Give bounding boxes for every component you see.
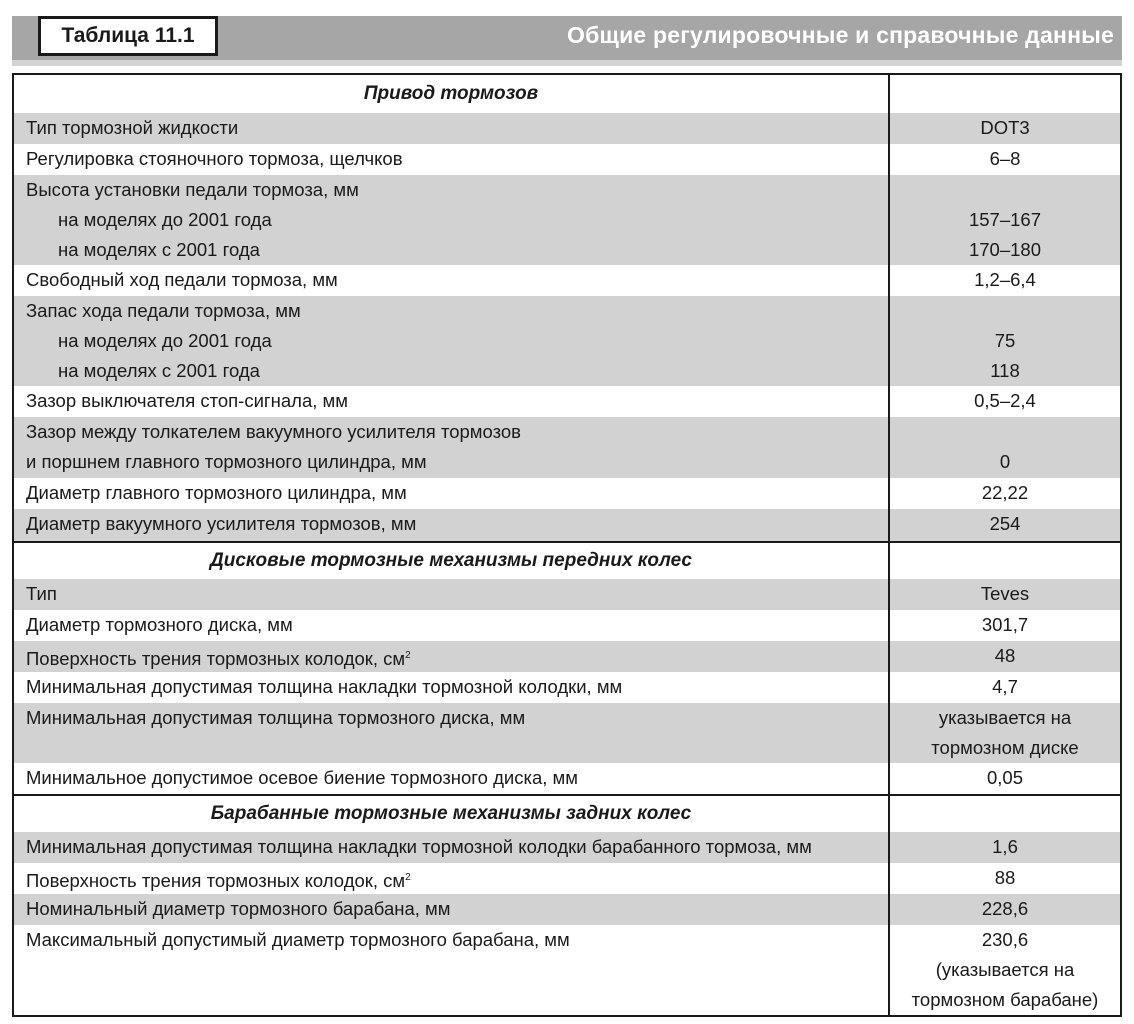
section-header-brake-drive (14, 75, 1120, 115)
row-label: Диаметр вакуумного усилителя тормозов, мм (14, 509, 890, 541)
table-row (14, 144, 1120, 175)
table-title: Общие регулировочные и справочные данные (566, 22, 1114, 48)
section-title: Дисковые тормозные механизмы передних колес (14, 543, 890, 579)
row-sublabel: на моделях с 2001 года (58, 239, 260, 260)
header-stripe (12, 60, 1122, 66)
row-value: 6–8 (989, 148, 1021, 169)
table-row (14, 265, 1120, 296)
row-label: Номинальный диаметр тормозного барабана, мм (14, 894, 890, 925)
table-row (14, 417, 1120, 478)
data-table (12, 73, 1122, 1017)
superscript: 2 (405, 650, 411, 661)
row-value: 157–167 (968, 209, 1042, 230)
section-header-front-disc (14, 541, 1120, 581)
table-row (14, 296, 1120, 386)
row-label-line2: и поршнем главного тормозного цилиндра, мм (26, 451, 427, 472)
table-row (14, 610, 1120, 641)
row-note: (указывается на (935, 959, 1075, 980)
row-label: Диаметр тормозного диска, мм (14, 610, 890, 641)
row-value: 0 (999, 451, 1011, 472)
row-label: Регулировка стояночного тормоза, щелчков (14, 144, 890, 175)
row-label: Высота установки педали тормоза, мм (26, 179, 359, 200)
row-value: Teves (980, 583, 1030, 604)
table-header (12, 14, 1122, 64)
row-sublabel: на моделях до 2001 года (58, 209, 272, 230)
row-label: Минимальное допустимое осевое биение тормозного диска, мм (14, 763, 890, 794)
row-label: Минимальная допустимая толщина накладки тормозной колодки барабанного тормоза, мм (14, 832, 890, 863)
table-row (14, 175, 1120, 265)
table-row (14, 509, 1120, 541)
table-row (14, 386, 1120, 417)
table-row (14, 763, 1120, 794)
row-value: 1,2–6,4 (974, 269, 1036, 290)
table-row (14, 894, 1120, 925)
row-label: Запас хода педали тормоза, мм (26, 300, 301, 321)
section-title: Привод тормозов (14, 75, 890, 113)
row-value: 1,6 (992, 836, 1018, 857)
row-value: 0,05 (986, 767, 1023, 788)
table-row (14, 672, 1120, 703)
section-header-rear-drum (14, 794, 1120, 834)
row-label: Поверхность трения тормозных колодок, см (26, 648, 406, 669)
row-label: Зазор между толкателем вакуумного усилителя тормозов (26, 421, 521, 442)
row-label: Тип (14, 579, 890, 610)
row-value: 48 (994, 645, 1016, 666)
row-value: 0,5–2,4 (974, 390, 1036, 411)
row-sublabel: на моделях с 2001 года (58, 360, 260, 381)
row-value: 118 (990, 360, 1020, 381)
row-label: Минимальная допустимая толщина тормозного диска, мм (14, 703, 890, 763)
table-row (14, 832, 1120, 863)
table-row (14, 478, 1120, 509)
row-value: 88 (994, 867, 1016, 888)
table-row (14, 113, 1120, 144)
row-value-line2: тормозном диске (931, 737, 1079, 758)
row-note-line2: тормозном барабане) (911, 989, 1099, 1010)
row-value: 301,7 (981, 614, 1029, 635)
row-value: DOT3 (980, 117, 1030, 138)
table-row (14, 925, 1120, 1015)
row-value: 254 (989, 513, 1021, 534)
row-value: 75 (994, 330, 1016, 351)
row-sublabel: на моделях до 2001 года (58, 330, 272, 351)
row-label: Свободный ход педали тормоза, мм (14, 265, 890, 296)
row-label: Минимальная допустимая толщина накладки тормозной колодки, мм (14, 672, 890, 703)
row-value: указывается на (938, 707, 1072, 728)
table-number-label: Таблица 11.1 (38, 16, 218, 56)
row-value: 4,7 (992, 676, 1018, 697)
row-label: Зазор выключателя стоп-сигнала, мм (14, 386, 890, 417)
row-value: 230,6 (981, 929, 1029, 950)
table-row (14, 641, 1120, 672)
row-label: Диаметр главного тормозного цилиндра, мм (14, 478, 890, 509)
row-value: 228,6 (981, 898, 1029, 919)
table-row (14, 863, 1120, 894)
table-row (14, 703, 1120, 763)
row-value: 170–180 (968, 239, 1042, 260)
row-label: Тип тормозной жидкости (14, 113, 890, 144)
row-value: 22,22 (981, 482, 1029, 503)
table-row (14, 579, 1120, 610)
row-label: Поверхность трения тормозных колодок, см (26, 870, 406, 891)
superscript: 2 (405, 872, 411, 883)
section-title: Барабанные тормозные механизмы задних колес (14, 796, 890, 832)
row-label: Максимальный допустимый диаметр тормозного барабана, мм (14, 925, 890, 1015)
